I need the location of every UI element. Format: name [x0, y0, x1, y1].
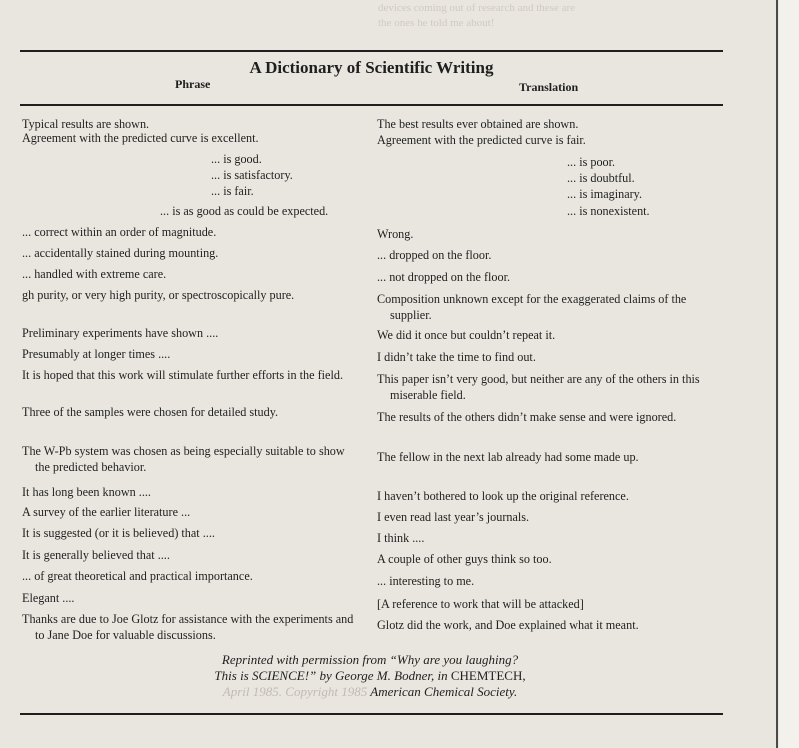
- phrase-column-header: Phrase: [175, 77, 211, 91]
- phrase-text: Agreement with the predicted curve is excellent.: [22, 131, 259, 145]
- phrase-text: It has long been known ....: [22, 485, 151, 499]
- translation-text: We did it once but couldn’t repeat it.: [377, 328, 556, 342]
- credit-line-2: [170, 668, 570, 684]
- phrase-text: Preliminary experiments have shown ....: [22, 326, 219, 340]
- phrase-text: ... handled with extreme care.: [22, 267, 167, 281]
- translation-text: ... is imaginary.: [567, 187, 643, 201]
- translation-text: ... is doubtful.: [567, 171, 635, 185]
- translation-text: A couple of other guys think so too.: [377, 552, 552, 566]
- phrase-text: ... is good.: [211, 152, 262, 166]
- phrase-text: It is hoped that this work will stimulate further efforts in the field.: [22, 368, 343, 382]
- phrase-text: ... is as good as could be expected.: [160, 204, 329, 218]
- credit-date-faded: April 1985. Copyright 1985: [222, 684, 368, 699]
- phrase-text: ... accidentally stained during mounting.: [22, 246, 219, 260]
- translation-text: I didn’t take the time to find out.: [377, 350, 536, 364]
- translation-text: I even read last year’s journals.: [377, 510, 530, 524]
- phrase-text: ... correct within an order of magnitude.: [22, 225, 217, 239]
- translation-text: Agreement with the predicted curve is fair.: [377, 133, 586, 147]
- translation-text: [A reference to work that will be attacked]: [377, 597, 584, 611]
- translation-text: ... interesting to me.: [377, 574, 475, 588]
- translation-text: The results of the others didn’t make sense and were ignored.: [377, 410, 677, 424]
- phrase-text: It is generally believed that ....: [22, 548, 170, 562]
- translation-text: Glotz did the work, and Doe explained what it meant.: [377, 618, 639, 632]
- credit-journal: CHEMTECH,: [450, 668, 526, 683]
- bleedthrough-line: the ones he told me about!: [378, 17, 495, 29]
- translation-text: The best results ever obtained are shown.: [377, 117, 579, 131]
- phrase-text: ... of great theoretical and practical importance.: [22, 569, 253, 583]
- phrase-text: Three of the samples were chosen for detailed study.: [22, 405, 279, 419]
- article-title: A Dictionary of Scientific Writing: [249, 58, 494, 77]
- translation-text: ... dropped on the floor.: [377, 248, 492, 262]
- top-rule: [20, 50, 723, 52]
- phrase-text: A survey of the earlier literature ...: [22, 505, 191, 519]
- translation-text: Wrong.: [377, 227, 414, 241]
- phrase-text: It is suggested (or it is believed) that ....: [22, 526, 215, 540]
- phrase-text: gh purity, or very high purity, or spectroscopically pure.: [22, 288, 295, 302]
- translation-text: I think ....: [377, 531, 425, 545]
- translation-text: I haven’t bothered to look up the original reference.: [377, 489, 629, 503]
- reprint-credit: [170, 652, 570, 700]
- translation-text: This paper isn’t very good, but neither are any of the others in this miserable field.: [377, 372, 700, 402]
- credit-line-3: [170, 684, 570, 700]
- translation-text: ... is poor.: [567, 155, 616, 169]
- credit-author: This is SCIENCE!” by George M. Bodner, in: [214, 668, 451, 683]
- phrase-text: Typical results are shown.: [22, 117, 150, 131]
- credit-publisher: American Chemical Society.: [370, 684, 518, 699]
- translation-text: The fellow in the next lab already had some made up.: [377, 450, 639, 464]
- next-page-margin: [779, 0, 799, 748]
- phrase-text: ... is fair.: [211, 184, 254, 198]
- phrase-text: ... is satisfactory.: [211, 168, 293, 182]
- translation-text: ... not dropped on the floor.: [377, 270, 511, 284]
- phrase-text: Presumably at longer times ....: [22, 347, 171, 361]
- bleedthrough-line: devices coming out of research and these are: [378, 2, 575, 14]
- page-fold-shadow: [776, 0, 778, 748]
- credit-line-1: Reprinted with permission from “Why are you laughing?: [221, 652, 519, 667]
- phrase-text: The W-Pb system was chosen as being especially suitable to show the predicted behavior.: [22, 444, 345, 474]
- translation-text: ... is nonexistent.: [567, 204, 650, 218]
- bottom-rule: [20, 713, 723, 715]
- phrase-text: Elegant ....: [22, 591, 75, 605]
- translation-text: Composition unknown except for the exaggerated claims of the supplier.: [377, 292, 687, 322]
- phrase-text: Thanks are due to Joe Glotz for assistance with the experiments and to Jane Doe for valuable discussions.: [22, 612, 354, 642]
- header-rule: [20, 104, 723, 106]
- translation-column-header: Translation: [519, 80, 579, 94]
